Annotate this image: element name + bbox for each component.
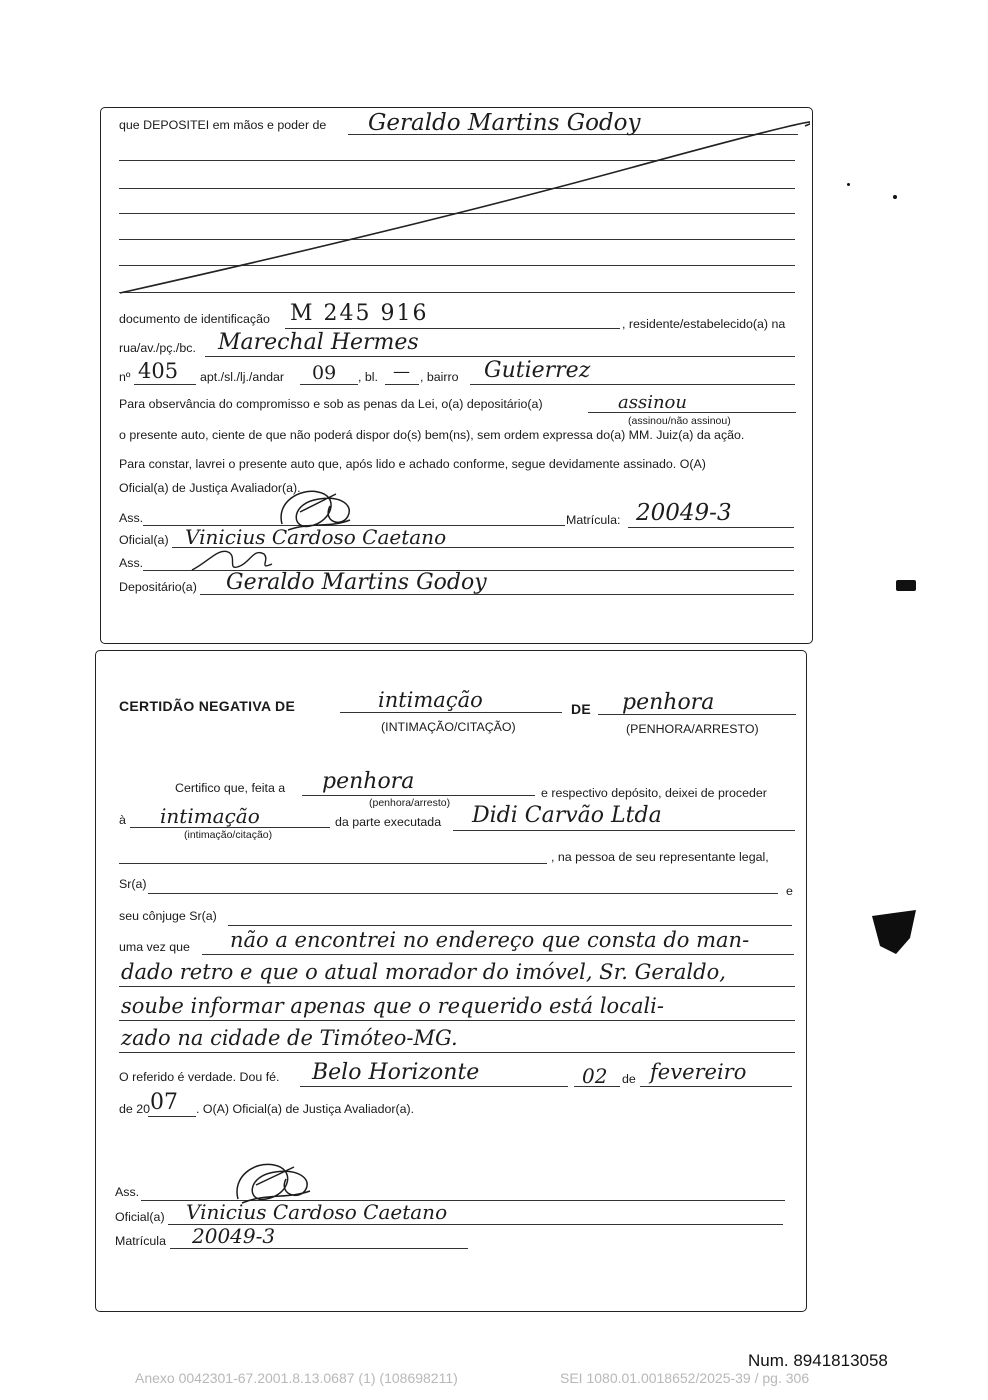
scan-blot — [870, 908, 920, 958]
footer-num: Num. 8941813058 — [748, 1351, 888, 1370]
tipo1-line — [340, 712, 562, 713]
apt-value-handwritten: 09 — [312, 362, 337, 384]
bl-value-handwritten: — — [393, 362, 410, 382]
ass2-label: Ass. — [119, 556, 144, 570]
constar-text-1: Para constar, lavrei o presente auto que, após lido e achado conforme, segue devidamente assinado. O(A) — [119, 457, 706, 471]
deposited-label: que DEPOSITEI em mãos e poder de — [119, 118, 327, 132]
apt-label: apt./sl./lj./andar — [200, 370, 285, 384]
scan-dot — [847, 183, 850, 186]
de-label-2: de — [622, 1072, 636, 1086]
tipo1-options: (INTIMAÇÃO/CITAÇÃO) — [381, 720, 516, 734]
motivo-line-4: zado na cidade de Timóteo-MG. — [121, 1026, 458, 1050]
tipo2-handwritten: penhora — [622, 690, 715, 715]
rua-label: rua/av./pç./bc. — [119, 341, 196, 355]
motivo-line — [119, 1052, 795, 1053]
oficial-label: Oficial(a) — [119, 533, 169, 547]
ass-label-2: Ass. — [115, 1185, 140, 1199]
verdade-label: O referido é verdade. Dou fé. — [119, 1070, 280, 1084]
rua-value-handwritten: Marechal Hermes — [218, 330, 419, 355]
certificate-title: CERTIDÃO NEGATIVA DE — [119, 698, 296, 714]
oficial-name-handwritten: Vinicius Cardoso Caetano — [185, 525, 447, 549]
sr-label: Sr(a) — [119, 877, 147, 891]
motivo-line — [119, 986, 795, 987]
certifico-label: Certifico que, feita a — [175, 781, 286, 795]
numero-label: nº — [119, 370, 131, 384]
proceder-options: (intimação/citação) — [184, 829, 273, 841]
tipo1-handwritten: intimação — [378, 688, 483, 712]
tipo2-options: (PENHORA/ARRESTO) — [626, 722, 759, 736]
ano-handwritten: 07 — [150, 1090, 178, 1115]
a-label: à — [119, 813, 126, 827]
assinou-handwritten: assinou — [618, 392, 687, 413]
bl-line — [385, 384, 419, 385]
numero-value-handwritten: 405 — [138, 359, 179, 383]
obs-text: Para observância do compromisso e sob as penas da Lei, o(a) depositário(a) — [119, 397, 543, 411]
motivo-line — [202, 954, 794, 955]
bairro-label: , bairro — [420, 370, 459, 384]
sr-line — [148, 893, 778, 894]
ano-line — [148, 1116, 196, 1117]
doc-label: documento de identificação — [119, 312, 270, 326]
motivo-line-2: dado retro e que o atual morador do imóvel, Sr. Geraldo, — [121, 960, 726, 984]
parte-label: da parte executada — [335, 815, 442, 829]
assinou-options: (assinou/não assinou) — [628, 415, 731, 427]
motivo-line-1: não a encontrei no endereço que consta do man- — [230, 928, 750, 952]
proceder-handwritten: intimação — [160, 804, 260, 828]
deposito-text: e respectivo depósito, deixei de proceder — [541, 786, 767, 800]
bairro-value-handwritten: Gutierrez — [484, 358, 591, 383]
matricula-line-2 — [170, 1248, 468, 1249]
cross-out-stroke — [110, 118, 810, 300]
uma-vez-label: uma vez que — [119, 940, 190, 954]
mes-handwritten: fevereiro — [650, 1060, 747, 1084]
feita-handwritten: penhora — [322, 769, 415, 794]
conjuge-line — [228, 925, 792, 926]
dia-handwritten: 02 — [582, 1064, 608, 1088]
parte-handwritten: Didi Carvão Ltda — [472, 803, 662, 828]
depositario-name-handwritten: Geraldo Martins Godoy — [368, 110, 641, 136]
scan-mark — [896, 580, 916, 591]
parte-line — [453, 830, 795, 831]
residente-label: , residente/estabelecido(a) na — [622, 317, 786, 331]
footer-anexo: Anexo 0042301-67.2001.8.13.0687 (1) (108698211) — [135, 1370, 458, 1386]
e-label: e — [786, 884, 793, 898]
blank-line — [119, 863, 547, 864]
motivo-line — [119, 1020, 795, 1021]
doc-line — [285, 328, 620, 329]
rua-line — [205, 356, 795, 357]
apt-line — [300, 384, 358, 385]
de-label: DE — [571, 701, 592, 717]
oficial-label-2: Oficial(a) — [115, 1210, 165, 1224]
matricula-line — [628, 527, 794, 528]
constar-text-2: Oficial(a) de Justiça Avaliador(a). — [119, 481, 301, 495]
ass-label: Ass. — [119, 511, 144, 525]
bl-label: , bl. — [358, 370, 378, 384]
depositario-label: Depositário(a) — [119, 580, 197, 594]
matricula-label-2: Matrícula — [115, 1234, 166, 1248]
matricula-label: Matrícula: — [566, 513, 621, 527]
motivo-line-3: soube informar apenas que o requerido está locali- — [121, 994, 664, 1018]
conjuge-label: seu cônjuge Sr(a) — [119, 909, 217, 923]
matricula-handwritten-2: 20049-3 — [192, 1224, 276, 1248]
scan-dot — [893, 195, 897, 199]
feita-options: (penhora/arresto) — [369, 797, 451, 809]
feita-line — [302, 795, 535, 796]
footer-sei: SEI 1080.01.0018652/2025-39 / pg. 306 — [560, 1370, 810, 1386]
oficial-text: . O(A) Oficial(a) de Justiça Avaliador(a). — [196, 1102, 415, 1116]
presente-text: o presente auto, ciente de que não poderá dispor do(s) bem(ns), sem ordem expressa do(a) MM. Juiz(a) da ação. — [119, 428, 745, 442]
ano-prefix: de 20 — [119, 1102, 151, 1116]
depositario-signature: Geraldo Martins Godoy — [226, 570, 487, 595]
matricula-handwritten: 20049-3 — [636, 500, 732, 526]
numero-line — [134, 384, 196, 385]
pessoa-label: , na pessoa de seu representante legal, — [551, 850, 769, 864]
mes-line — [640, 1086, 792, 1087]
bairro-line — [470, 384, 795, 385]
cidade-handwritten: Belo Horizonte — [312, 1060, 480, 1085]
oficial-name-handwritten-2: Vinicius Cardoso Caetano — [186, 1200, 448, 1224]
doc-number-handwritten: M 245 916 — [290, 301, 429, 326]
cidade-line — [300, 1086, 568, 1087]
